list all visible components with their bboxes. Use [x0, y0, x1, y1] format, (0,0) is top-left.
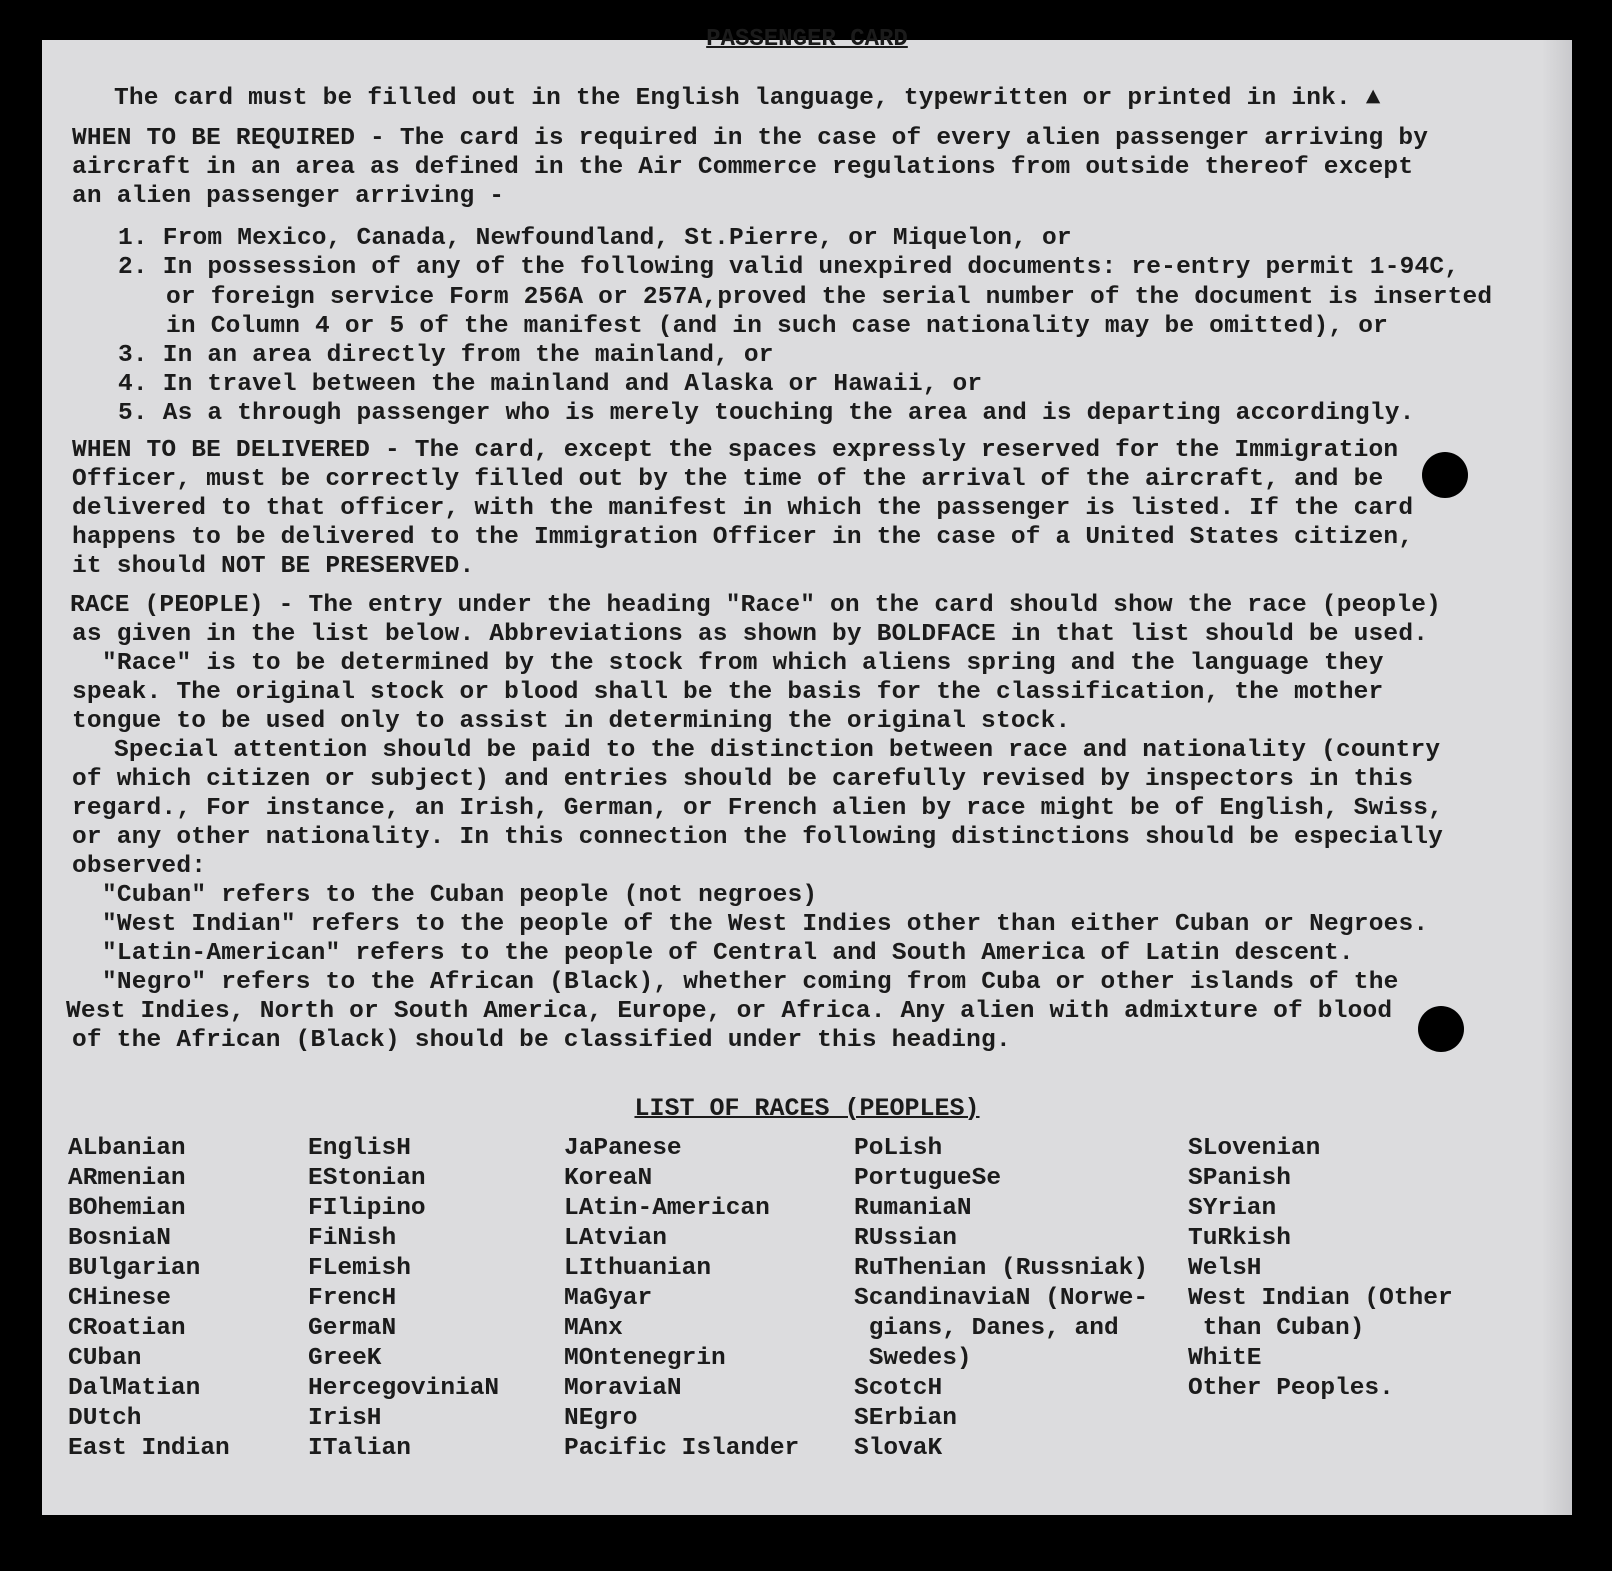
race-entry: BosniaN: [68, 1225, 171, 1252]
body-line: West Indies, North or South America, Europe, or Africa. Any alien with admixture of blood: [66, 998, 1393, 1025]
race-entry: RumaniaN: [854, 1195, 972, 1222]
race-entry: ScotcH: [854, 1375, 943, 1402]
body-line: in Column 4 or 5 of the manifest (and in such case nationality may be omitted), or: [166, 313, 1388, 340]
race-entry: BUlgarian: [68, 1255, 201, 1282]
race-entry: GreeK: [308, 1345, 382, 1372]
races-column-2: [308, 1134, 499, 1464]
list-of-races-heading: LIST OF RACES (PEOPLES): [634, 1094, 980, 1123]
race-entry: than Cuban): [1188, 1315, 1365, 1342]
body-line: "Latin-American" refers to the people of Central and South America of Latin descent.: [102, 940, 1354, 967]
body-line: regard., For instance, an Irish, German, or French alien by race might be of English, Swiss,: [72, 795, 1444, 822]
race-entry: gians, Danes, and: [854, 1315, 1119, 1342]
race-entry: SlovaK: [854, 1435, 943, 1462]
race-entry: SErbian: [854, 1405, 957, 1432]
races-column-1: [68, 1134, 230, 1464]
race-entry: PoLish: [854, 1135, 943, 1162]
race-entry: MAnx: [564, 1315, 623, 1342]
race-entry: NEgro: [564, 1405, 638, 1432]
race-entry: ALbanian: [68, 1135, 186, 1162]
body-line: or foreign service Form 256A or 257A,proved the serial number of the document is inserted: [166, 284, 1493, 311]
body-line: observed:: [72, 853, 207, 880]
race-entry: WelsH: [1188, 1255, 1262, 1282]
body-line: RACE (PEOPLE) - The entry under the heading "Race" on the card should show the race (people): [70, 592, 1442, 619]
race-entry: CUban: [68, 1345, 142, 1372]
race-entry: FIlipino: [308, 1195, 426, 1222]
body-line: The card must be filled out in the English language, typewritten or printed in ink. ▲: [114, 85, 1381, 112]
race-entry: ScandinaviaN (Norwe-: [854, 1285, 1149, 1312]
race-entry: CHinese: [68, 1285, 171, 1312]
race-entry: WhitE: [1188, 1345, 1262, 1372]
body-line: it should NOT BE PRESERVED.: [72, 553, 475, 580]
races-column-3: [564, 1134, 799, 1464]
race-entry: ARmenian: [68, 1165, 186, 1192]
race-entry: SPanish: [1188, 1165, 1291, 1192]
race-entry: KoreaN: [564, 1165, 653, 1192]
race-entry: TuRkish: [1188, 1225, 1291, 1252]
race-entry: MoraviaN: [564, 1375, 682, 1402]
body-line: 5. As a through passenger who is merely touching the area and is departing accordingly.: [118, 400, 1415, 427]
race-entry: Other Peoples.: [1188, 1375, 1394, 1402]
body-line: Officer, must be correctly filled out by the time of the arrival of the aircraft, and be: [72, 466, 1384, 493]
race-entry: CRoatian: [68, 1315, 186, 1342]
body-line: or any other nationality. In this connection the following distinctions should be especially: [72, 824, 1444, 851]
body-line: happens to be delivered to the Immigration Officer in the case of a United States citizen,: [72, 524, 1414, 551]
body-line: an alien passenger arriving -: [72, 183, 505, 210]
race-entry: LIthuanian: [564, 1255, 712, 1282]
body-line: WHEN TO BE REQUIRED - The card is required in the case of every alien passenger arriving by: [72, 125, 1429, 152]
race-entry: SYrian: [1188, 1195, 1277, 1222]
race-entry: ITalian: [308, 1435, 411, 1462]
race-entry: West Indian (Other: [1188, 1285, 1453, 1312]
body-line: Special attention should be paid to the distinction between race and nationality (country: [114, 737, 1441, 764]
race-entry: MaGyar: [564, 1285, 653, 1312]
body-line: 3. In an area directly from the mainland, or: [118, 342, 774, 369]
race-entry: FiNish: [308, 1225, 397, 1252]
race-entry: JaPanese: [564, 1135, 682, 1162]
race-entry: East Indian: [68, 1435, 230, 1462]
race-entry: Pacific Islander: [564, 1435, 800, 1462]
body-line: of which citizen or subject) and entries should be carefully revised by inspectors in this: [72, 766, 1414, 793]
race-entry: DUtch: [68, 1405, 142, 1432]
body-line: delivered to that officer, with the manifest in which the passenger is listed. If the card: [72, 495, 1414, 522]
races-column-5: [1188, 1134, 1453, 1404]
race-entry: FLemish: [308, 1255, 411, 1282]
body-line: 2. In possession of any of the following valid unexpired documents: re-entry permit 1-94C,: [118, 254, 1460, 281]
body-line: "Cuban" refers to the Cuban people (not negroes): [102, 882, 818, 909]
punch-hole: [1418, 1006, 1464, 1052]
document-title: PASSENGER CARD: [706, 26, 908, 53]
body-line: WHEN TO BE DELIVERED - The card, except the spaces expressly reserved for the Immigration: [72, 437, 1399, 464]
races-column-4: [854, 1134, 1148, 1464]
race-entry: EnglisH: [308, 1135, 411, 1162]
race-entry: HercegoviniaN: [308, 1375, 500, 1402]
body-line: as given in the list below. Abbreviations as shown by BOLDFACE in that list should be used.: [72, 621, 1429, 648]
race-entry: RUssian: [854, 1225, 957, 1252]
race-entry: BOhemian: [68, 1195, 186, 1222]
race-entry: LAtin-American: [564, 1195, 770, 1222]
race-entry: MOntenegrin: [564, 1345, 726, 1372]
race-entry: FrencH: [308, 1285, 397, 1312]
body-line: speak. The original stock or blood shall be the basis for the classification, the mother: [72, 679, 1384, 706]
race-entry: PortugueSe: [854, 1165, 1002, 1192]
body-line: "Negro" refers to the African (Black), whether coming from Cuba or other islands of the: [102, 969, 1399, 996]
body-line: of the African (Black) should be classified under this heading.: [72, 1027, 1011, 1054]
race-entry: Swedes): [854, 1345, 972, 1372]
body-line: tongue to be used only to assist in determining the original stock.: [72, 708, 1071, 735]
race-entry: DalMatian: [68, 1375, 201, 1402]
race-entry: EStonian: [308, 1165, 426, 1192]
race-entry: LAtvian: [564, 1225, 667, 1252]
body-line: "West Indian" refers to the people of the West Indies other than either Cuban or Negroes.: [102, 911, 1429, 938]
race-entry: GermaN: [308, 1315, 397, 1342]
race-entry: SLovenian: [1188, 1135, 1321, 1162]
body-line: aircraft in an area as defined in the Air Commerce regulations from outside thereof except: [72, 154, 1414, 181]
race-entry: RuThenian (Russniak): [854, 1255, 1149, 1282]
race-entry: IrisH: [308, 1405, 382, 1432]
punch-hole: [1422, 452, 1468, 498]
passenger-card-document: [42, 26, 1572, 1515]
body-line: 1. From Mexico, Canada, Newfoundland, St.Pierre, or Miquelon, or: [118, 225, 1072, 252]
body-line: "Race" is to be determined by the stock from which aliens spring and the language they: [102, 650, 1384, 677]
body-line: 4. In travel between the mainland and Alaska or Hawaii, or: [118, 371, 983, 398]
